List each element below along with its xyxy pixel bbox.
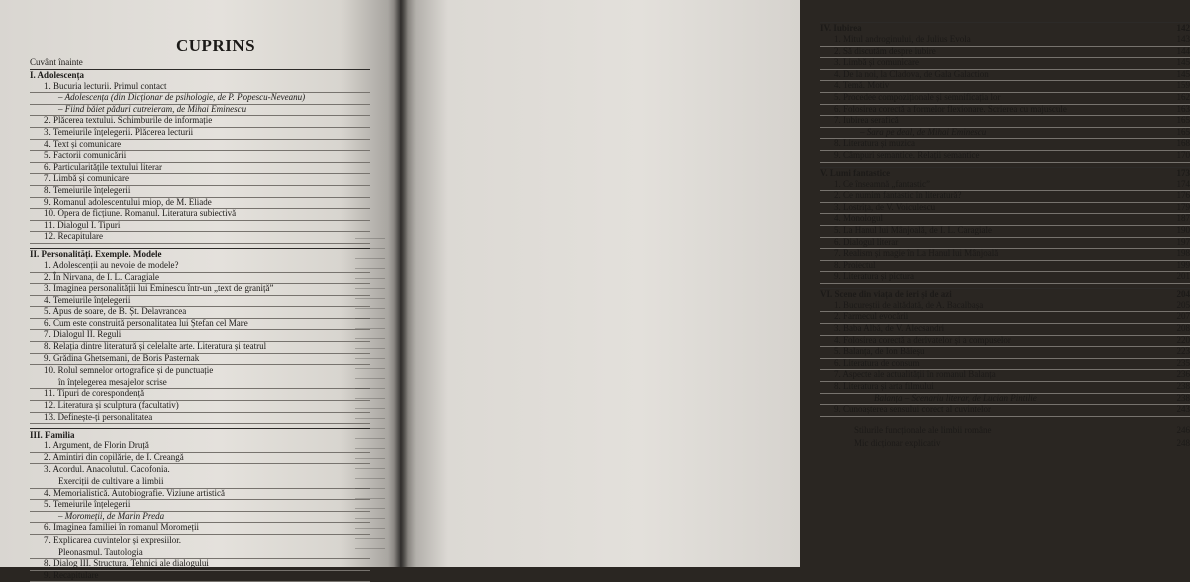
toc-entry-label: – Sara pe deal, de Mihai Eminescu <box>860 127 986 139</box>
toc-page-number: 208 <box>1173 323 1190 335</box>
toc-entry-label: 6. Literatura de consum <box>834 358 919 370</box>
toc-page-number: 145 <box>1173 69 1190 81</box>
toc-entry-label: 4. Temă. Motiv <box>834 80 889 92</box>
toc-page-number: 197 <box>1173 237 1190 249</box>
toc-page-number: 220 <box>1173 335 1190 347</box>
toc-entry-label: 8. Temeiurile înțelegerii <box>44 185 130 197</box>
toc-entry-label: 7. Explicarea cuvintelor și expresiilor. <box>44 535 370 547</box>
toc-entry-label: 6. Imaginea familiei în romanul Moromeții <box>44 522 199 534</box>
toc-page-number: 145 <box>1173 57 1190 69</box>
toc-entry-label: 3. Baba Albă, de V. Alecsandri <box>834 323 944 335</box>
toc-appendix-entry <box>820 425 1190 438</box>
toc-entry-label: 2. Amintiri din copilărie, de I. Creangă <box>44 452 184 464</box>
toc-left-list <box>30 57 370 582</box>
toc-page-number: 162 <box>1173 92 1190 104</box>
toc-entry <box>30 57 370 69</box>
toc-entry-label: Stilurile funcționale ale limbii române <box>854 425 991 438</box>
left-page <box>0 0 400 567</box>
toc-title: CUPRINS <box>176 36 255 56</box>
toc-entry-label: 7. Limbă și comunicare <box>44 173 129 185</box>
toc-page-number: 236 <box>1173 369 1190 381</box>
toc-right-list <box>820 22 1190 451</box>
toc-entry-label: 9. Recapitulare <box>44 570 98 582</box>
toc-page-number: 168 <box>1173 138 1190 150</box>
toc-entry-label: 12. Recapitulare <box>44 231 103 243</box>
toc-entry-label-continued: Pleonasmul. Tautologia <box>44 547 370 559</box>
toc-page-number: 179 <box>1173 202 1190 214</box>
toc-entry-label: III. Familia <box>30 430 75 442</box>
toc-page-number: 198 <box>1173 248 1190 260</box>
toc-entry-label: 10. Opera de ficțiune. Romanul. Literatura subiectivă <box>44 208 236 220</box>
toc-entry-label: 6. Folosirea corectă a formelor flexionare. Scrierea cu majuscule <box>834 104 1067 116</box>
toc-page-number: 176 <box>1173 190 1190 202</box>
toc-page-number: 144 <box>1173 46 1190 58</box>
toc-page-number: 238 <box>1173 393 1190 405</box>
toc-entry-label: 4. Memorialistică. Autobiografie. Viziune artistică <box>44 488 225 500</box>
toc-entry-label: 5. La Hanul lui Mânjoală, de I. L. Caragiale <box>834 225 992 237</box>
toc-entry-label: 2. Farmecul evocării <box>834 311 908 323</box>
toc-entry-label: 3. Limbă și comunicare <box>834 57 919 69</box>
toc-entry-label: 6. Particularitățile textului literar <box>44 162 162 174</box>
toc-entry-label: 3. Lostrița, de V. Voiculescu <box>834 202 935 214</box>
toc-page-number: 235 <box>1173 358 1190 370</box>
toc-entry-label: II. Personalități. Exemple. Modele <box>30 249 161 261</box>
toc-entry-label-continued: în înțelegerea mesajelor scrise <box>44 377 370 389</box>
toc-entry-label: V. Lumi fantastice <box>820 168 890 180</box>
toc-entry-label: 8. Dialog III. Structura. Tehnici ale dialogului <box>44 558 209 570</box>
toc-entry-label: 10. Rolul semnelor ortografice și de punctuație <box>44 365 370 377</box>
toc-entry-label: 3. Acordul. Anacolutul. Cacofonia. <box>44 464 370 476</box>
toc-entry-label: Balanța – Scenariu literar, de Lucian Pintilie <box>874 393 1037 405</box>
toc-entry-label: 13. Definește-ți personalitatea <box>44 412 152 424</box>
toc-entry-label: Mic dicționar explicativ <box>854 438 940 451</box>
toc-entry-label: 6. Dialogul literar <box>834 237 898 249</box>
toc-entry <box>30 464 370 488</box>
toc-entry-label: 1. Bucuria lecturii. Primul contact <box>44 81 166 93</box>
toc-entry <box>820 272 1190 284</box>
toc-entry-label: 5. Temeiurile înțelegerii <box>44 499 130 511</box>
toc-page-number: 238 <box>1173 381 1190 393</box>
toc-entry-label: 9. Literatura și pictura <box>834 271 914 283</box>
toc-entry <box>30 354 370 366</box>
toc-page-number: 165 <box>1173 127 1190 139</box>
toc-entry-label: 2. Să discutăm despre iubire <box>834 46 936 58</box>
toc-entry-label: 6. Cum este construită personalitatea lui Ștefan cel Mare <box>44 318 248 330</box>
toc-entry-label: 7. Dialogul II. Reguli <box>44 329 121 341</box>
toc-entry-label: 8. Proiectul <box>834 260 876 272</box>
page-number-column-shadow <box>355 238 385 558</box>
toc-entry-label: 2. În Nirvana, de I. L. Caragiale <box>44 272 159 284</box>
toc-entry-label: – Adolescența (din Dicționar de psihologie, de P. Popescu-Neveanu) <box>58 92 305 104</box>
toc-entry <box>820 249 1190 261</box>
toc-entry <box>30 232 370 244</box>
toc-entry-label: IV. Iubirea <box>820 23 862 35</box>
toc-page-number: 187 <box>1173 213 1190 225</box>
toc-entry-label: 8. Literatura și arta filmului <box>834 381 934 393</box>
toc-page-number: 163 <box>1173 104 1190 116</box>
toc-entry-label: 5. Procedee compoziționale și semnificația lor <box>834 92 1000 104</box>
toc-entry-label: 5. Apus de soare, de B. Șt. Delavrancea <box>44 306 186 318</box>
toc-entry-label: I. Adolescența <box>30 70 84 82</box>
toc-page-number: 246 <box>1177 425 1190 438</box>
toc-page-number: 204 <box>1173 289 1190 301</box>
toc-entry <box>820 405 1190 417</box>
toc-page-number: 173 <box>1173 168 1190 180</box>
toc-entry <box>30 571 370 582</box>
toc-entry-label: – Fiind băiet păduri cutreieram, de Mihai Eminescu <box>58 104 246 116</box>
toc-entry-label: 1. Bucureștii de altădată, de A. Bacalbașa <box>834 300 983 312</box>
toc-entry <box>30 413 370 425</box>
toc-appendix-entry <box>820 438 1190 451</box>
toc-page-number: 159 <box>1173 80 1190 92</box>
toc-page-number: 199 <box>1173 260 1190 272</box>
toc-entry-label: 4. Monologul <box>834 213 883 225</box>
toc-entry-label: Cuvânt înainte <box>30 57 83 69</box>
toc-page-number: 243 <box>1173 404 1190 416</box>
toc-entry <box>820 151 1190 163</box>
toc-entry-label: 5. Balanța, de Ion Băieșu <box>834 346 924 358</box>
toc-page-number: 190 <box>1173 225 1190 237</box>
toc-entry-label: 9. Grădina Ghetsemani, de Boris Pasternak <box>44 353 199 365</box>
toc-entry-label: 2. Plăcerea textului. Schimburile de informație <box>44 115 212 127</box>
toc-entry-label: 7. Realism și magie în La Hanul lui Mânjoală <box>834 248 998 260</box>
toc-page-number: 142 <box>1173 23 1190 35</box>
book-gutter <box>394 0 408 567</box>
toc-entry <box>30 453 370 465</box>
toc-entry-label: 3. Temeiurile înțelegerii. Plăcerea lecturii <box>44 127 193 139</box>
toc-entry-label: 1. Ce înseamnă „fantastic” <box>834 179 930 191</box>
toc-entry <box>30 365 370 389</box>
toc-entry-label: 7. Aspecte ale actualității în romanul Balanța <box>834 369 996 381</box>
toc-entry-label: 1. Argument, de Florin Druță <box>44 440 149 452</box>
toc-page-number: 174 <box>1173 179 1190 191</box>
toc-entry-label: 11. Tipuri de corespondență <box>44 388 144 400</box>
toc-entry-label: 4. Folosirea corectă a derivatelor și a compuselor <box>834 335 1011 347</box>
toc-entry-label: 11. Dialogul I. Tipuri <box>44 220 120 232</box>
toc-entry-label: 3. Imaginea personalității lui Eminescu într-un „text de graniță” <box>44 283 274 295</box>
toc-entry-label: – Moromeții, de Marin Preda <box>58 511 164 523</box>
toc-entry <box>30 523 370 535</box>
toc-page-number: 205 <box>1173 300 1190 312</box>
right-page <box>400 0 800 567</box>
toc-page-number: 207 <box>1173 311 1190 323</box>
toc-entry-label: 12. Literatura și sculptura (facultativ) <box>44 400 179 412</box>
toc-entry-label: 9. Romanul adolescentului miop, de M. Eliade <box>44 197 212 209</box>
toc-entry-label: 4. Text și comunicare <box>44 139 121 151</box>
toc-entry-label: 7. Iubirea serafică <box>834 115 899 127</box>
toc-entry-label: 5. Factorii comunicării <box>44 150 126 162</box>
toc-entry-label: 8. Literatura și muzica <box>834 138 915 150</box>
toc-page-number: 248 <box>1177 438 1190 451</box>
toc-entry-label: 8. Relația dintre literatură și celelalte arte. Literatura și teatrul <box>44 341 266 353</box>
toc-spacer <box>820 417 1190 425</box>
toc-entry-label: 9. Cunoașterea sensului corect al cuvintelor <box>834 404 991 416</box>
toc-entry-label: 9. Câmpuri semantice. Relații semantice <box>834 150 979 162</box>
toc-entry-label: VI. Scene din viața de ieri și de azi <box>820 289 952 301</box>
toc-page-number: 223 <box>1173 346 1190 358</box>
toc-page-number: 165 <box>1173 115 1190 127</box>
toc-entry-label: 1. Adolescenții au nevoie de modele? <box>44 260 178 272</box>
toc-entry-label-continued: Exerciții de cultivare a limbii <box>44 476 370 488</box>
toc-entry-label: 4. Temeiurile înțelegerii <box>44 295 130 307</box>
toc-entry-label: 2. Ce numim fantastic în literatură? <box>834 190 961 202</box>
toc-entry-label: 4. De la noi, la Cladova, de Gala Galaction <box>834 69 989 81</box>
toc-entry-label: 1. Mitul androginului, de Julius Evola <box>834 34 971 46</box>
toc-page-number: 143 <box>1173 34 1190 46</box>
toc-page-number: 201 <box>1173 271 1190 283</box>
toc-entry <box>30 535 370 559</box>
toc-page-number: 170 <box>1173 150 1190 162</box>
